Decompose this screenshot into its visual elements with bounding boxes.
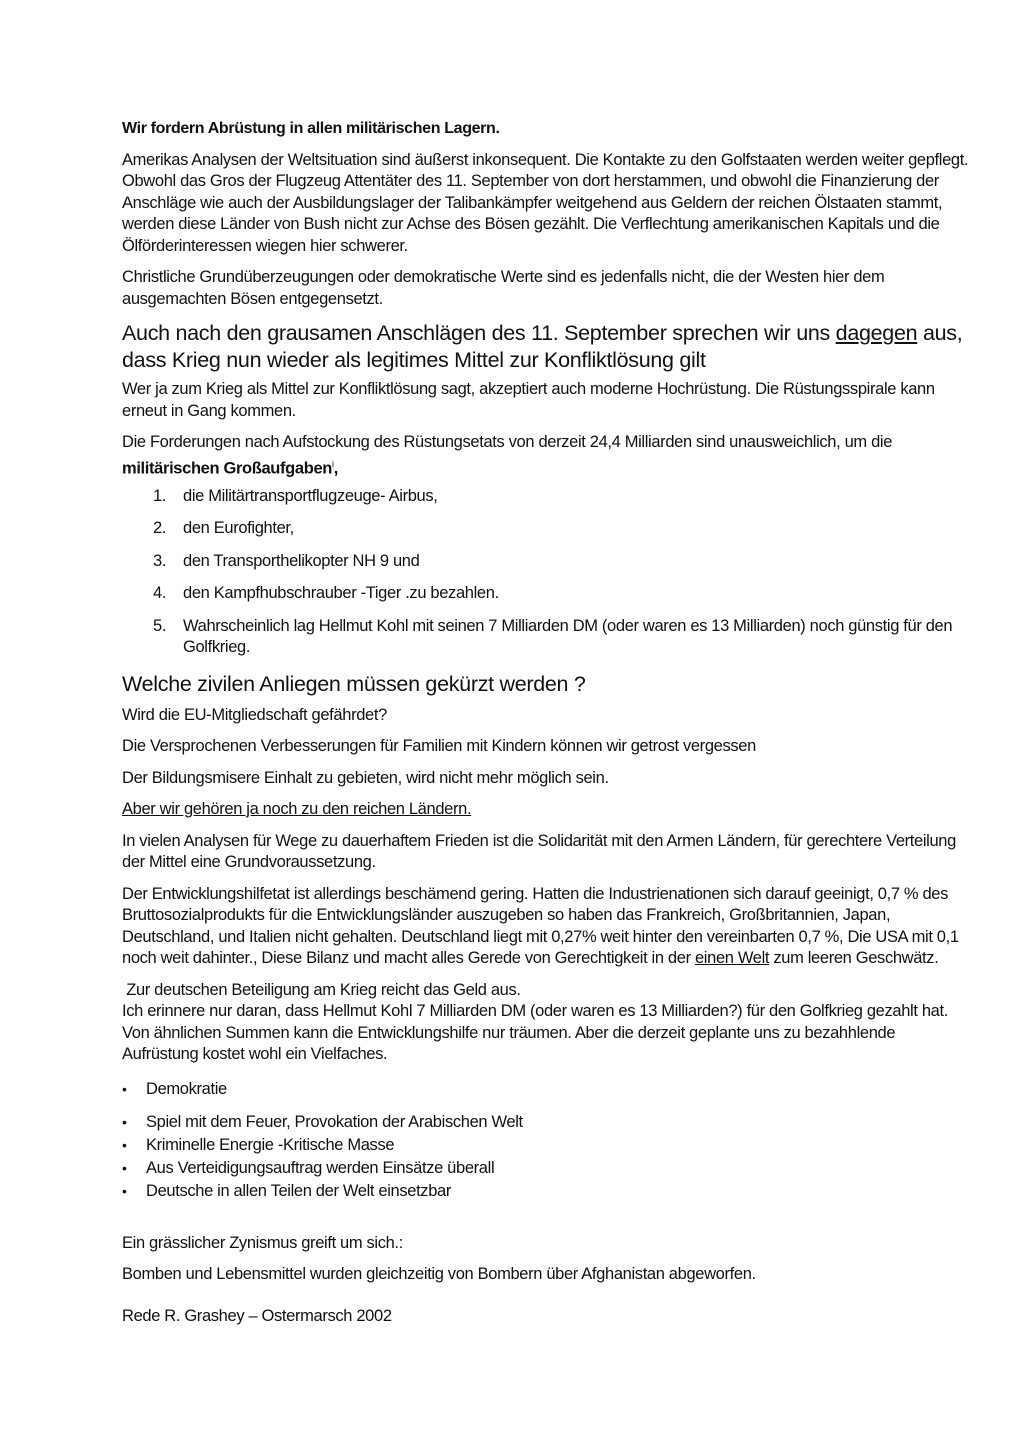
list-item	[122, 518, 972, 540]
list-number: 5.	[153, 616, 167, 635]
heading-against-war-part1: Auch nach den grausamen Anschlägen des 11. September sprechen wir uns	[122, 321, 836, 345]
list-item-text: Kriminelle Energie -Kritische Masse	[146, 1135, 395, 1154]
development-aid-underlined: einen Welt	[694, 949, 770, 967]
paragraph-budget-demands	[122, 432, 972, 480]
list-number: 3.	[153, 551, 167, 570]
bullet-icon: •	[122, 1182, 127, 1199]
list-item	[122, 1111, 972, 1134]
bullet-icon: •	[122, 1159, 127, 1176]
list-item-text: den Kampfhubschrauber -Tiger .zu bezahlen.	[183, 584, 499, 602]
paragraph-war-money: Ich erinnere nur daran, dass Hellmut Kohl 7 Milliarden DM (oder waren es 13 Milliarden?) für den Golfkrieg gezahlt hat. Von ähnlichen Summen kann die Entwicklungshilfe nur träumen. Aber die derzeit geplante uns zu bezahhlende Aufrüstung kostet wohl ein Vielfaches.	[122, 1002, 948, 1063]
paragraph-solidarity: In vielen Analysen für Wege zu dauerhaftem Frieden ist die Solidarität mit den Armen Ländern, für gerechtere Verteilung der Mittel eine Grundvoraussetzung.	[122, 831, 956, 871]
list-item-text: Deutsche in allen Teilen der Welt einsetzbar	[146, 1181, 452, 1200]
paragraph-families: Die Versprochenen Verbesserungen für Familien mit Kindern können wir getrost vergessen	[122, 737, 756, 755]
list-item-text: Spiel mit dem Feuer, Provokation der Arabischen Welt	[146, 1112, 523, 1131]
list-item	[122, 1134, 972, 1157]
list-number: 4.	[153, 584, 167, 602]
list-item-text: Wahrscheinlich lag Hellmut Kohl mit seinen 7 Milliarden DM (oder waren es 13 Milliarden) noch günstig für den Golfkrieg.	[183, 616, 953, 656]
list-number: 2.	[153, 519, 167, 537]
bullet-icon: •	[122, 1136, 127, 1153]
paragraph-development-aid	[122, 884, 972, 970]
footnote-marker[interactable]: i	[332, 458, 334, 469]
paragraph-eu-membership: Wird die EU-Mitgliedschaft gefährdet?	[122, 705, 387, 724]
bullet-icon: •	[122, 1113, 127, 1130]
bullet-list-consequences	[122, 1111, 972, 1203]
list-item	[122, 551, 972, 573]
paragraph-rich-countries	[122, 799, 972, 821]
heading-against-war-part2: aus, dass Krieg nun wieder als legitimes Mittel zur Konfliktlösung gilt	[122, 321, 963, 372]
paragraph-war-money-line1: Zur deutschen Beteiligung am Krieg reicht das Geld aus.	[122, 980, 521, 999]
development-aid-part2: zum leeren Geschwätz.	[769, 949, 939, 967]
list-item-text: die Militärtransportflugzeuge- Airbus,	[183, 486, 438, 505]
document-page	[122, 118, 972, 1327]
paragraph-cynicism: Ein grässlicher Zynismus greift um sich.:	[122, 1233, 403, 1252]
list-item	[122, 583, 972, 605]
list-item	[122, 1078, 972, 1101]
list-item	[122, 1157, 972, 1180]
development-aid-part1: Der Entwicklungshilfetat ist allerdings beschämend gering. Hatten die Industrienationen sich darauf geeinigt, 0,7 % des Bruttosozialprodukts für die Entwicklungsländer auszugeben so haben das Frankreich, Großbritannien, Japan, Deutschland, und Italien nicht gehalten. Deutschland liegt mit 0,27% weit hinter den vereinbarten 0,7 %, Die USA mit 0,1 noch weit dahinter., Diese Bilanz und macht alles Gerede von Gerechtigkeit in der	[122, 884, 959, 967]
paragraph-armament-spiral: Wer ja zum Krieg als Mittel zur Konfliktlösung sagt, akzeptiert auch moderne Hochrüstung. Die Rüstungsspirale kann erneut in Gang kommen.	[122, 380, 935, 420]
heading-disarmament: Wir fordern Abrüstung in allen militärischen Lagern.	[122, 120, 500, 137]
paragraph-america-analysis: Amerikas Analysen der Weltsituation sind äußerst inkonsequent. Die Kontakte zu den Golfstaaten werden weiter gepflegt. Obwohl das Gros der Flugzeug Attentäter des 11. September von dort herstammen, und obwohl die Finanzierung der Anschläge wie auch der Ausbildungslager der Talibankämpfer weitgehend aus Geldern der reichen Ölstaaten stammt, werden diese Länder von Bush nicht zur Achse des Bösen gezählt. Die Verflechtung amerikanischen Kapitals und die Ölförderinteressen wiegen hier schwerer.	[122, 150, 969, 255]
list-item-text: den Eurofighter,	[183, 519, 294, 537]
rich-countries-underlined: Aber wir gehören ja noch zu den reichen Ländern.	[122, 800, 472, 818]
list-item	[122, 1180, 972, 1203]
list-item-text: Aus Verteidigungsauftrag werden Einsätze überall	[146, 1158, 495, 1177]
heading-against-war	[122, 320, 972, 374]
paragraph-christian-values: Christliche Grundüberzeugungen oder demokratische Werte sind es jedenfalls nicht, die der Westen hier dem ausgemachten Bösen entgegensetzt.	[122, 268, 885, 308]
bullet-list-democracy	[122, 1078, 972, 1101]
signature: Rede R. Grashey – Ostermarsch 2002	[122, 1306, 392, 1325]
heading-civil-cuts: Welche zivilen Anliegen müssen gekürzt werden ?	[122, 671, 586, 696]
budget-demands-bold: militärischen Großaufgaben	[122, 459, 333, 477]
list-item	[122, 616, 972, 659]
numbered-list-military-projects	[122, 486, 972, 659]
list-number: 1.	[153, 486, 167, 505]
paragraph-bombs-food: Bomben und Lebensmittel wurden gleichzeitig von Bombern über Afghanistan abgeworfen.	[122, 1265, 756, 1283]
budget-demands-trailing: ,	[333, 459, 338, 477]
list-item	[122, 486, 972, 508]
list-item-text: Demokratie	[146, 1079, 227, 1098]
paragraph-education: Der Bildungsmisere Einhalt zu gebieten, wird nicht mehr möglich sein.	[122, 768, 609, 787]
bullet-icon: •	[122, 1080, 127, 1097]
budget-demands-text: Die Forderungen nach Aufstockung des Rüstungsetats von derzeit 24,4 Milliarden sind unausweichlich, um die	[122, 433, 893, 451]
heading-against-war-underlined: dagegen	[835, 321, 918, 345]
list-item-text: den Transporthelikopter NH 9 und	[183, 551, 420, 570]
